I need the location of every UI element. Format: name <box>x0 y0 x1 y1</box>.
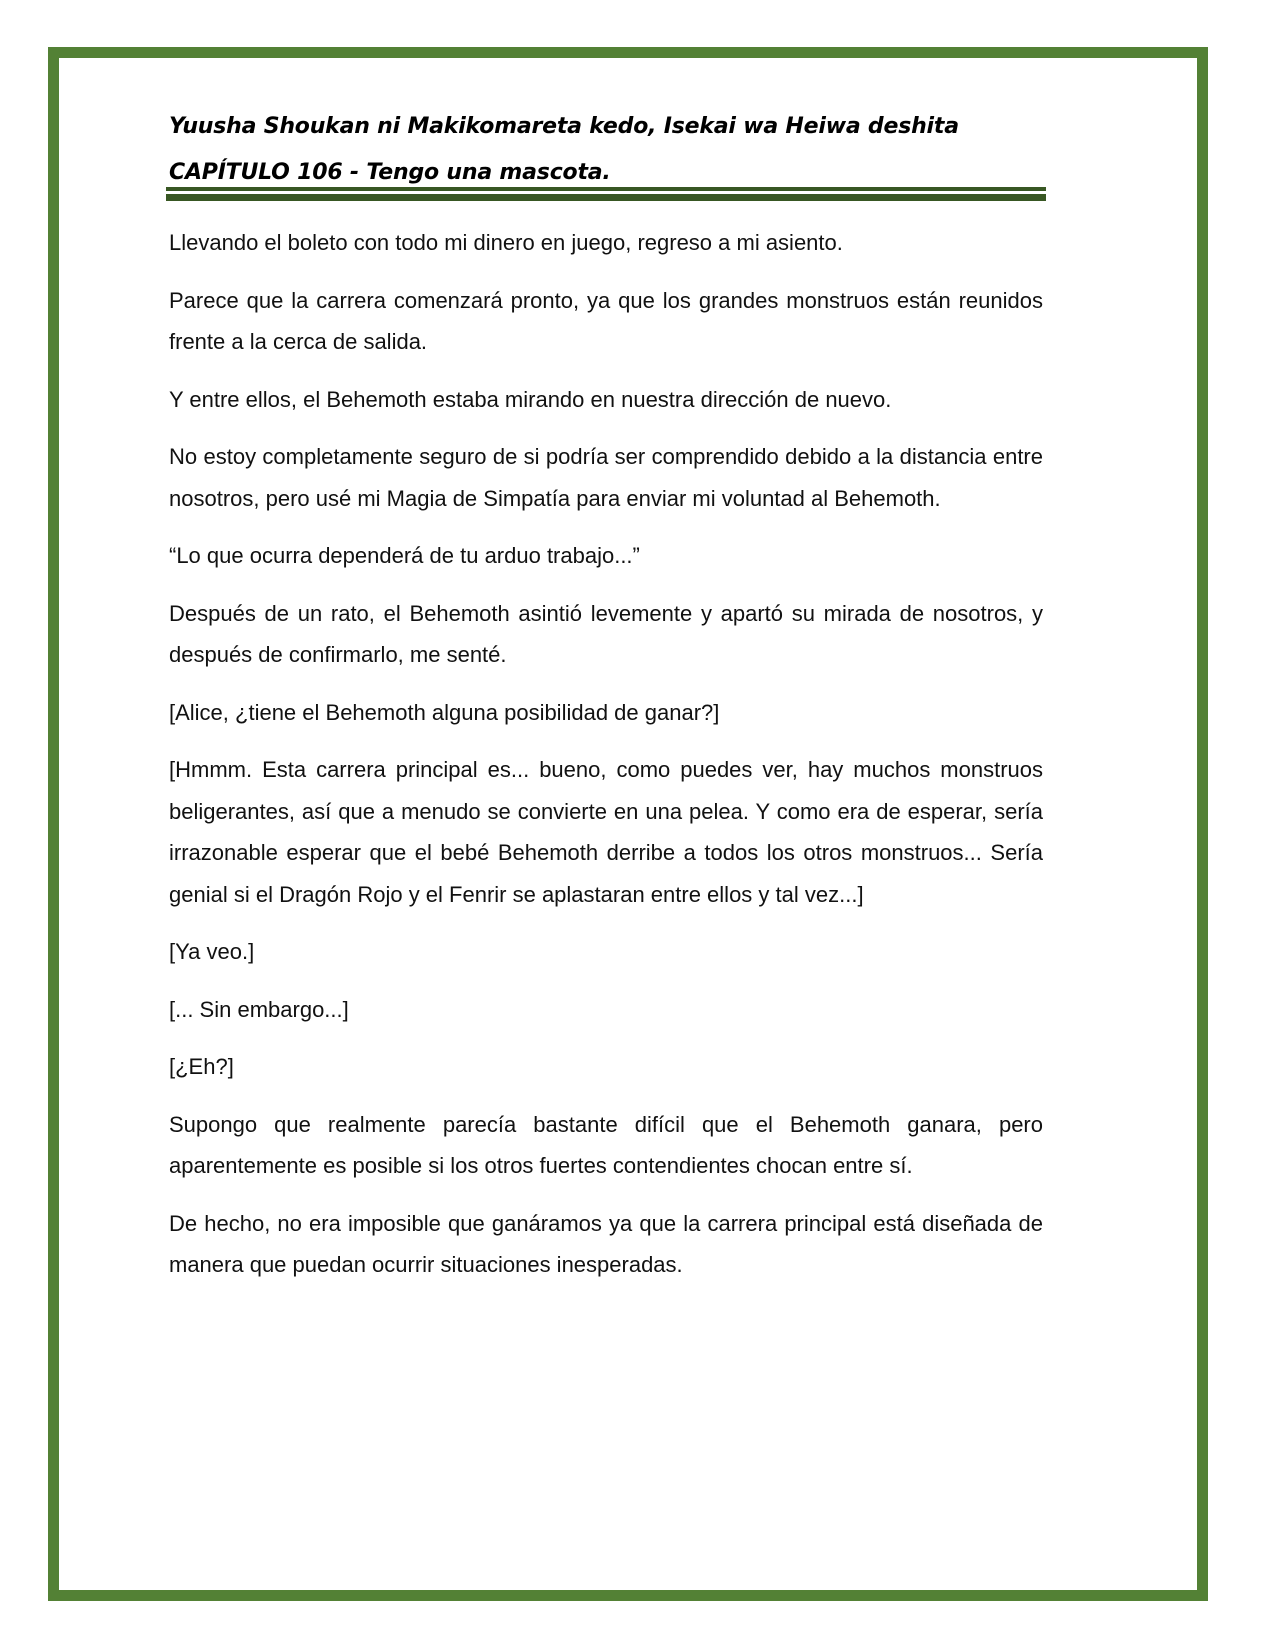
series-title: Yuusha Shoukan ni Makikomareta kedo, Isekai wa Heiwa deshita <box>169 114 959 139</box>
paragraph: “Lo que ocurra dependerá de tu arduo trabajo...” <box>169 543 640 568</box>
paragraph: [Hmmm. Esta carrera principal es... bueno, como puedes ver, hay muchos monstruos beligerantes, así que a menudo se convierte en una pelea. Y como era de esperar, sería irrazonable esperar que el bebé Behemoth derribe a todos los otros monstruos... Sería genial si el Dragón Rojo y el Fenrir se aplastaran entre ellos y tal vez...] <box>169 757 1043 907</box>
paragraph: Llevando el boleto con todo mi dinero en juego, regreso a mi asiento. <box>169 230 843 255</box>
paragraph: [Ya veo.] <box>169 939 255 964</box>
paragraph: Y entre ellos, el Behemoth estaba mirando en nuestra dirección de nuevo. <box>169 386 892 412</box>
paragraph: Parece que la carrera comenzará pronto, ya que los grandes monstruos están reunidos frente a la cerca de salida. <box>169 287 1043 354</box>
paragraph: Después de un rato, el Behemoth asintió levemente y apartó su mirada de nosotros, y después de confirmarlo, me senté. <box>169 600 1043 667</box>
paragraph: [¿Eh?] <box>169 1054 234 1079</box>
paragraph: [... Sin embargo...] <box>169 996 349 1022</box>
paragraph: [Alice, ¿tiene el Behemoth alguna posibilidad de ganar?] <box>169 699 720 725</box>
paragraph: Supongo que realmente parecía bastante difícil que el Behemoth ganara, pero aparentemente es posible si los otros fuertes contendientes chocan entre sí. <box>169 1111 1043 1178</box>
paragraph: No estoy completamente seguro de si podría ser comprendido debido a la distancia entre nosotros, pero usé mi Magia de Simpatía para enviar mi voluntad al Behemoth. <box>169 444 1043 511</box>
paragraph: De hecho, no era imposible que ganáramos ya que la carrera principal está diseñada de manera que puedan ocurrir situaciones inesperadas. <box>169 1210 1043 1277</box>
header-divider-thick <box>166 194 1046 201</box>
header-divider-thin <box>166 187 1046 191</box>
chapter-body <box>169 222 1043 1302</box>
chapter-title: CAPÍTULO 106 - Tengo una mascota. <box>169 160 611 185</box>
